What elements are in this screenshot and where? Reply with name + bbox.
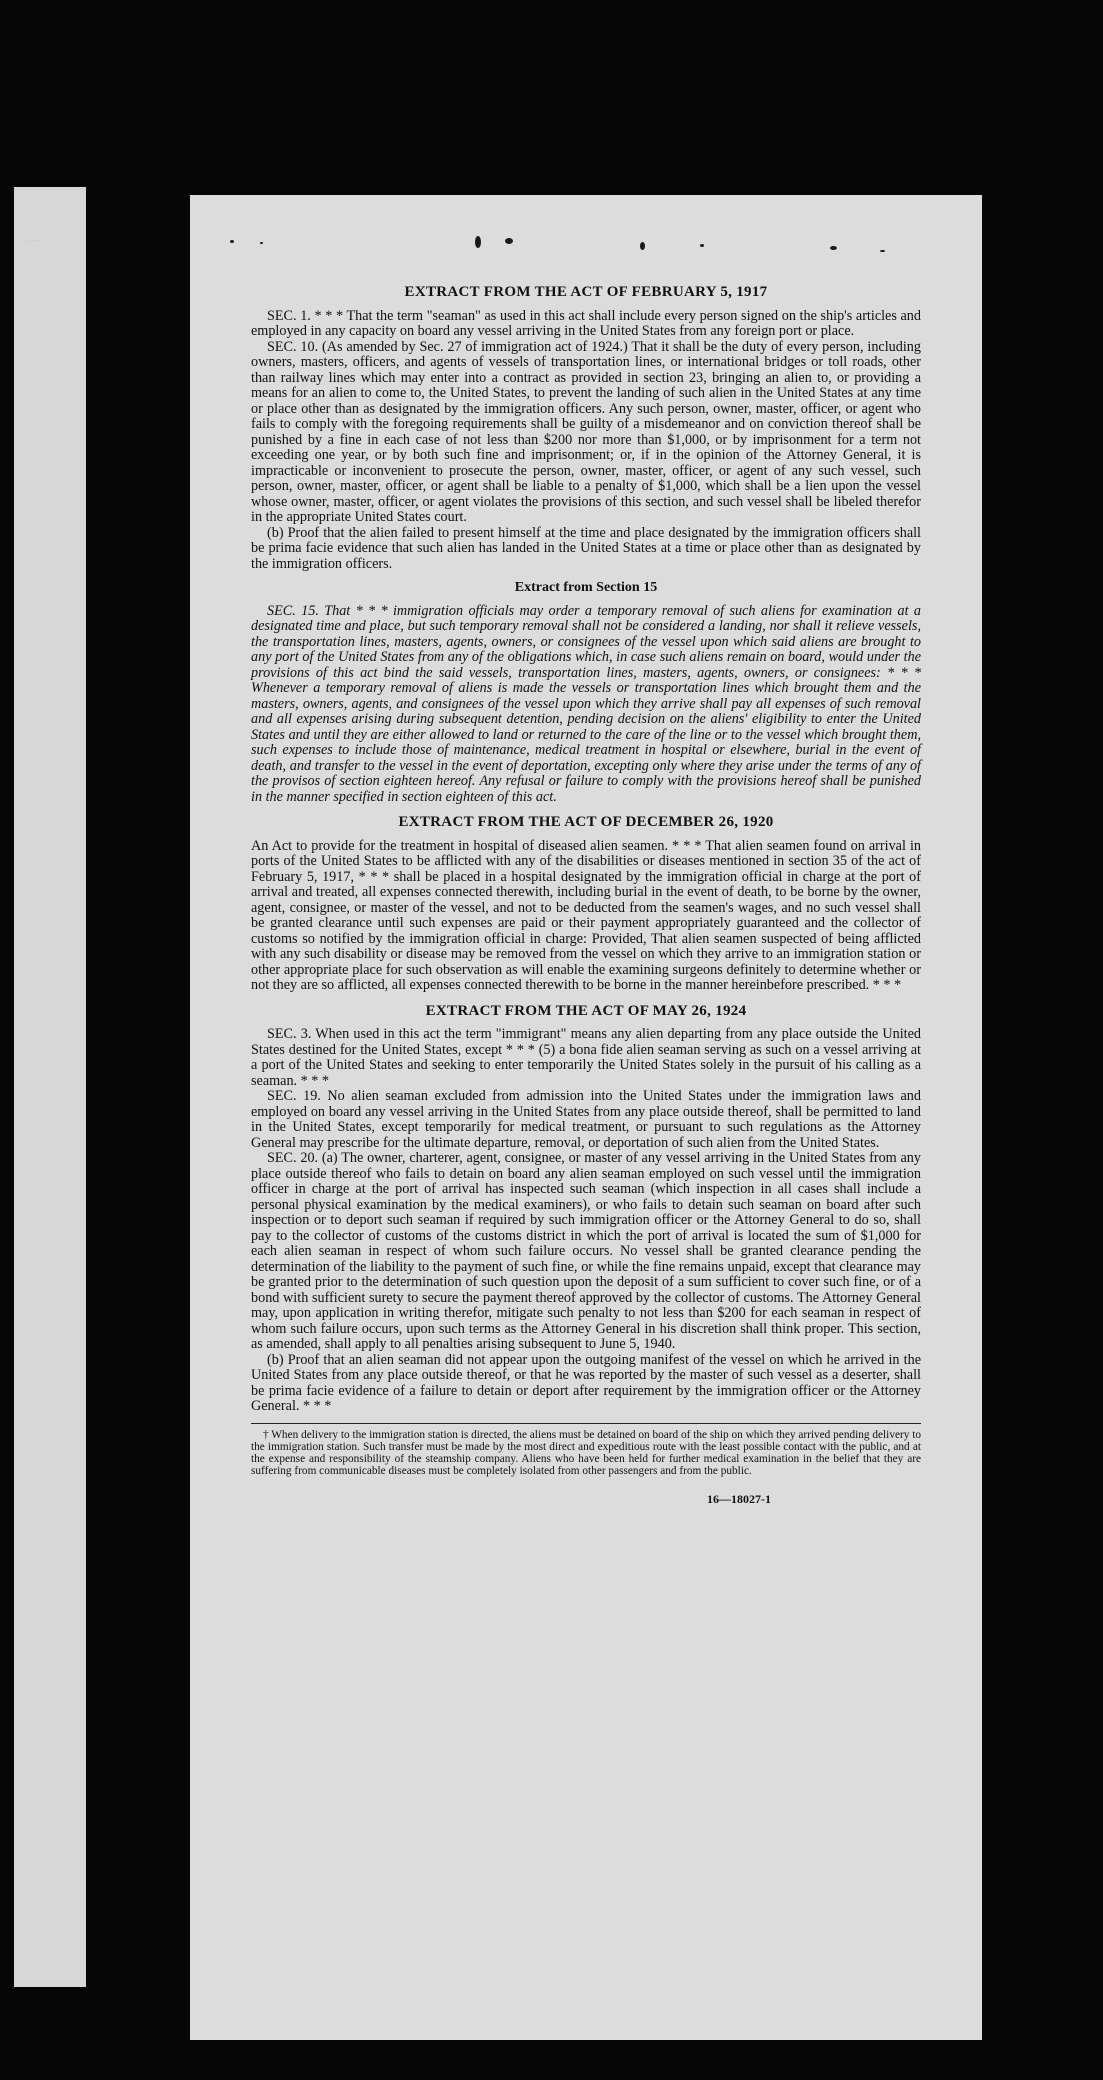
paragraph-sec-20b: (b) Proof that an alien seaman did not appear upon the outgoing manifest of the vessel on which he arrived in the United States from any place outside thereof, or that he was reported by the master of such vessel as a deserter, shall be prima facie evidence of a failure to detain or deport after requirement by the immigration officer or the Attorney General. * * * xyxy=(251,1351,921,1414)
paragraph-sec-19: SEC. 19. No alien seaman excluded from admission into the United States under the immigration laws and employed on board any vessel arriving in the United States from any place outside thereof, shall be permitted to land in the United States, except temporarily for medical treatment, or pursuant to such regulations as the Attorney General may prescribe for the ultimate departure, removal, or deportation of such alien from the United States. xyxy=(251,1088,921,1151)
adjacent-page-strip xyxy=(14,187,86,1987)
paragraph-sec-3: SEC. 3. When used in this act the term "immigrant" means any alien departing from any place outside the United States destined for the United States, except * * * (5) a bona fide alien seaman serving as such on a vessel arriving at a port of the United States and seeking to enter temporarily the United States solely in the pursuit of his calling as a seaman. * * * xyxy=(251,1026,921,1089)
strip-mark: — xyxy=(28,232,40,246)
footnote-text: † When delivery to the immigration station is directed, the aliens must be detained on board of the ship on which they arrived pending delivery to the immigration station. Such transfer must be made by the most direct and expeditious route with the least possible contact with the public, and at the expense and responsibility of the steamship company. Aliens who have been held for further medical examination in the belief that they are suffering from communicable diseases must be completely isolated from other passengers and from the public. xyxy=(251,1428,921,1478)
heading-act-1920: EXTRACT FROM THE ACT OF DECEMBER 26, 1920 xyxy=(398,814,774,830)
form-number: 16—18027-1 xyxy=(707,1491,771,1506)
heading-section-15: Extract from Section 15 xyxy=(514,580,658,595)
paragraph-sec-20a: SEC. 20. (a) The owner, charterer, agent, consignee, or master of any vessel arriving in the United States from any place outside thereof who fails to detain on board any alien seaman employed on such vessel until the immigration officer in charge at the port of arrival has inspected such seaman (which inspection in all cases shall include a personal physical examination by the medical examiners), or who fails to detain such seaman on board after such inspection or to deport such seaman if required by such immigration officer or the Attorney General to do so, shall pay to the collector of customs of the customs district in which the port of arrival is located the sum of $1,000 for each alien seaman in respect of whom such failure occurs. No vessel shall be granted clearance pending the determination of the liability to the payment of such fine, or while the fine remains unpaid, except that clearance may be granted prior to the determination of such question upon the deposit of a sum sufficient to cover such fine, or of a bond with sufficient surety to secure the payment thereof approved by the collector of customs. The Attorney General may, upon application in writing therefor, mitigate such penalty to not less than $200 for each seaman in respect of whom such failure occurs, upon such terms as the Attorney General in his discretion shall think proper. This section, as amended, shall apply to all penalties arising subsequent to June 5, 1940. xyxy=(251,1150,921,1352)
paragraph-sec-10b: (b) Proof that the alien failed to present himself at the time and place designated by the immigration officers shall be prima facie evidence that such alien has landed in the United States at a time or place other than as designated by the immigration officers. xyxy=(251,524,921,572)
paragraph-sec-15: SEC. 15. That * * * immigration officials may order a temporary removal of such aliens for examination at a designated time and place, but such temporary removal shall not be considered a landing, nor shall it relieve vessels, the transportation lines, masters, agents, owners, or consignees of the vessel upon which said aliens are brought to any port of the United States from any of the obligations which, in case such aliens remain on board, would under the provisions of this act bind the said vessels, transportation lines, masters, agents, owners, or consignees: * * * Whenever a temporary removal of aliens is made the vessels or transportation lines which brought them and the masters, owners, agents, and consignees of the vessel upon which they arrive shall pay all expenses of such removal and all expenses arising during subsequent detention, pending decision on the aliens' eligibility to enter the United States and until they are either allowed to land or returned to the care of the line or to the vessel which brought them, such expenses to include those of maintenance, medical treatment in hospital or elsewhere, burial in the event of death, and transfer to the vessel in the event of deportation, excepting only where they arise under the terms of any of the provisos of section eighteen hereof. Any refusal or failure to comply with the provisions hereof shall be punished in the manner specified in section eighteen of this act. xyxy=(251,602,921,805)
scan-specks xyxy=(230,220,940,260)
footnote xyxy=(251,1423,921,1478)
paragraph-act-1920: An Act to provide for the treatment in hospital of diseased alien seamen. * * * That alien seamen found on arrival in ports of the United States to be afflicted with any of the disabilities or diseases mentioned in section 35 of the act of February 5, 1917, * * * shall be placed in a hospital designated by the immigration official in charge at the port of arrival and treated, all expenses connected therewith, including burial in the event of death, to be borne by the owner, agent, consignee, or master of the vessel, and not to be deducted from the seamen's wages, and no such vessel shall be granted clearance until such expenses are paid or their payment appropriately guaranteed and the collector of customs so notified by the immigration official in charge: Provided, That alien seamen suspected of being afflicted with any such disability or disease may be removed from the vessel on which they arrive to an immigration station or other appropriate place for such observation as will enable the examining surgeons definitely to determine whether or not they are so afflicted, all expenses connected therewith to be borne in the manner hereinbefore prescribed. * * * xyxy=(251,837,921,993)
paragraph-sec-10: SEC. 10. (As amended by Sec. 27 of immigration act of 1924.) That it shall be the duty of every person, including owners, masters, officers, and agents of vessels of transportation lines, or international bridges or toll roads, other than railway lines which may enter into a contract as provided in section 23, bringing an alien to, or providing a means for an alien to come to, the United States, to prevent the landing of such alien in the United States at any time or place other than as designated by the immigration officers. Any such person, owner, master, officer, or agent who fails to comply with the foregoing requirements shall be guilty of a misdemeanor and on conviction thereof shall be punished by a fine in each case of not less than $200 nor more than $1,000, or by imprisonment for a term not exceeding one year, or by both such fine and imprisonment; or, if in the opinion of the Attorney General, it is impracticable or inconvenient to prosecute the person, owner, master, officer, or agent of any such vessel, such person, owner, master, officer, or agent shall be liable to a penalty of $1,000, which shall be a lien upon the vessel whose owner, master, officer, or agent violates the provisions of this section, and such vessel shall be libeled therefor in the appropriate United States court. xyxy=(251,338,921,525)
heading-act-1924: EXTRACT FROM THE ACT OF MAY 26, 1924 xyxy=(425,1002,747,1019)
heading-act-1917: EXTRACT FROM THE ACT OF FEBRUARY 5, 1917 xyxy=(404,284,768,300)
section-15-block xyxy=(251,604,921,806)
paragraph-sec-1: SEC. 1. * * * That the term "seaman" as used in this act shall include every person signed on the ship's articles and employed in any capacity on board any vessel arriving in the United States from any foreign port or place. xyxy=(251,307,921,339)
document-page xyxy=(190,195,982,2040)
document-body xyxy=(251,285,921,1507)
